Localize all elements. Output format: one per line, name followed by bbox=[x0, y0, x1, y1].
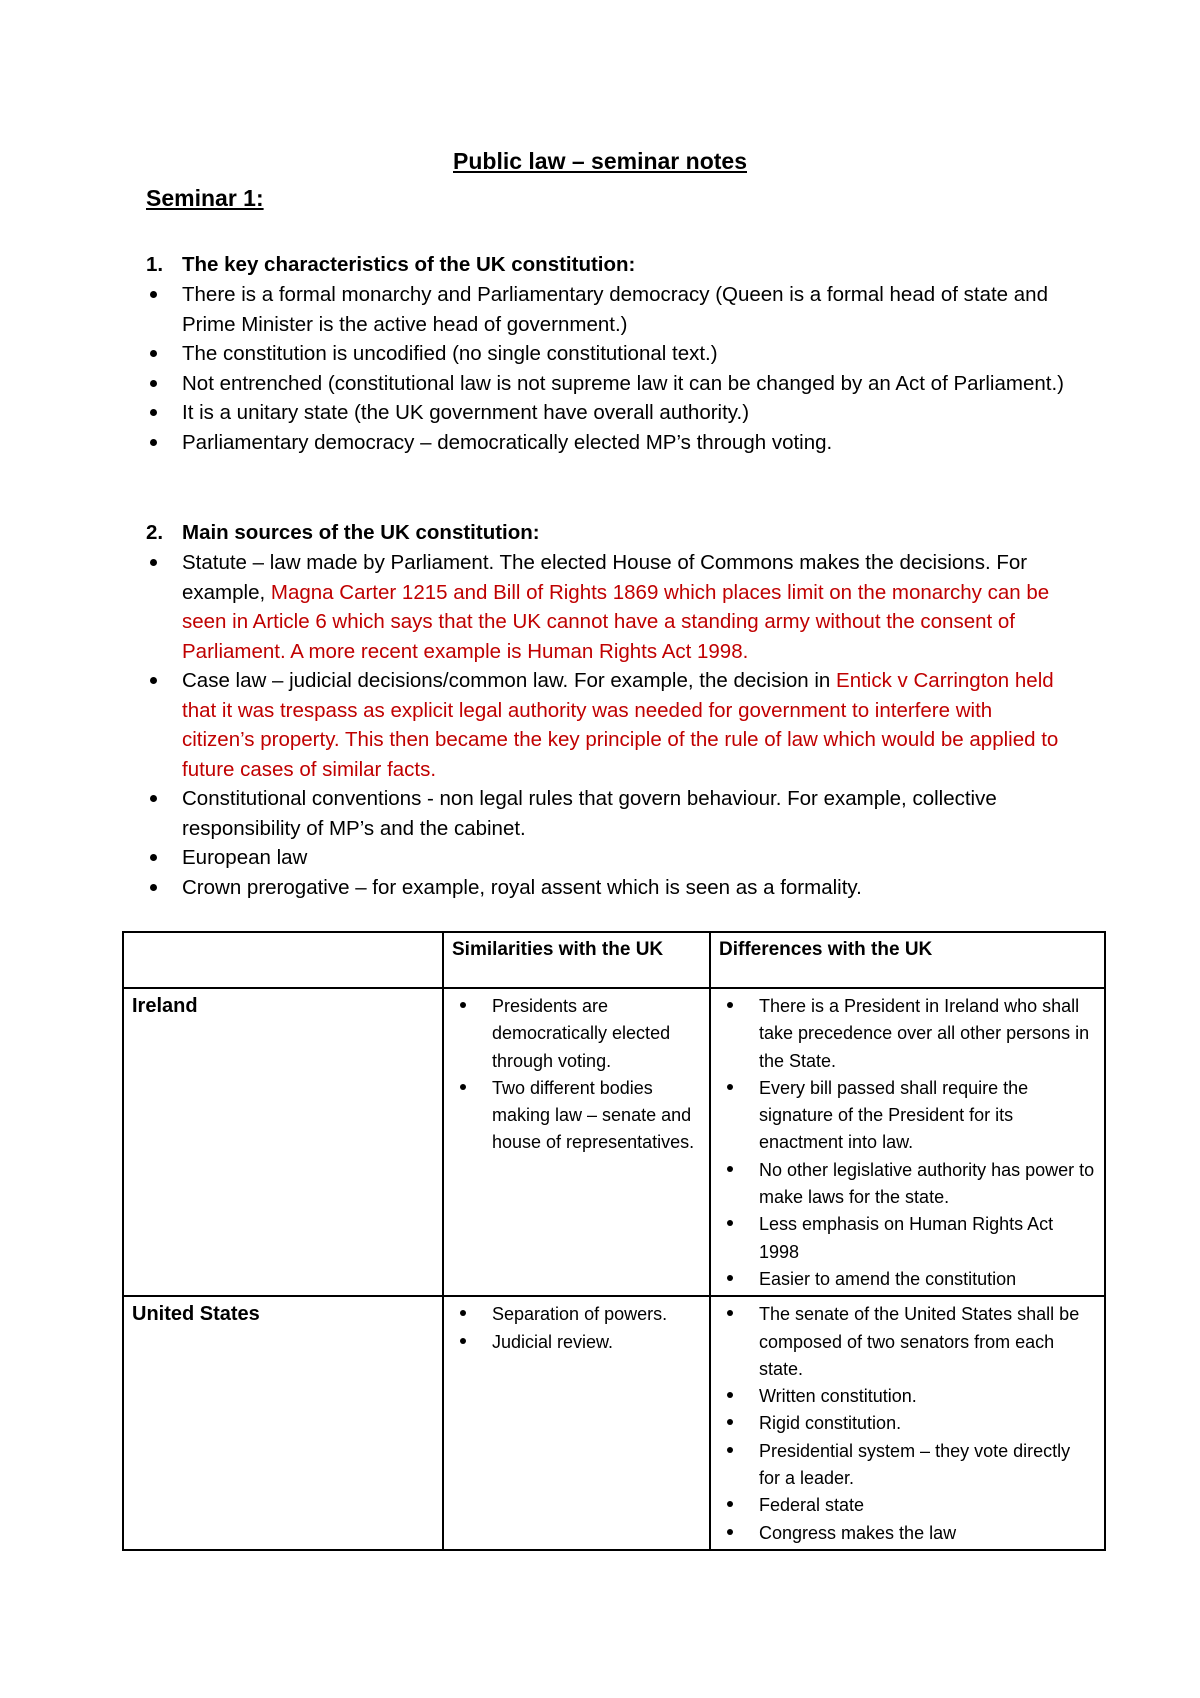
table-header-row bbox=[123, 932, 1105, 988]
header-cell-empty bbox=[123, 932, 443, 988]
bullet-icon bbox=[727, 1275, 733, 1281]
comparison-table bbox=[122, 931, 1106, 1551]
section-key-characteristics bbox=[146, 250, 1066, 457]
characteristics-list bbox=[146, 280, 1066, 457]
list-item: It is a unitary state (the UK government have overall authority.) bbox=[146, 398, 1066, 428]
bullet-icon bbox=[727, 1220, 733, 1226]
list-item: Judicial review. bbox=[452, 1329, 701, 1356]
section-heading bbox=[146, 518, 1066, 548]
page-title: Public law – seminar notes bbox=[453, 148, 747, 174]
section-number: 2. bbox=[146, 521, 164, 544]
list-item: Not entrenched (constitutional law is not supreme law it can be changed by an Act of Parliament.) bbox=[146, 369, 1066, 399]
list-item: Presidential system – they vote directly for a leader. bbox=[719, 1438, 1096, 1493]
list-item: Easier to amend the constitution bbox=[719, 1266, 1096, 1293]
section-main-sources bbox=[146, 518, 1066, 902]
list-item: The constitution is uncodified (no single constitutional text.) bbox=[146, 339, 1066, 369]
country-cell: United States bbox=[123, 1296, 443, 1550]
section-title: Main sources of the UK constitution: bbox=[182, 521, 540, 544]
bullet-icon bbox=[727, 1419, 733, 1425]
highlighted-example: Entick v Carrington held that it was trespass as explicit legal authority was needed for government to interfere with citizen’s property. This then became the key principle of the rule of law which would be applied to future cases of similar facts. bbox=[182, 669, 1059, 781]
highlighted-example: Magna Carter 1215 and Bill of Rights 1869 which places limit on the monarchy can be seen in Article 6 which says that the UK cannot have a standing army without the consent of Parliament. A more recent example is Human Rights Act 1998. bbox=[182, 580, 1050, 663]
bullet-icon bbox=[727, 1166, 733, 1172]
list-item: Presidents are democratically elected through voting. bbox=[452, 993, 701, 1075]
bullet-icon bbox=[727, 1310, 733, 1316]
list-item: Every bill passed shall require the signature of the President for its enactment into law. bbox=[719, 1075, 1096, 1157]
header-cell-similarities: Similarities with the UK bbox=[443, 932, 710, 988]
list-item: Rigid constitution. bbox=[719, 1410, 1096, 1437]
differences-cell bbox=[710, 988, 1105, 1296]
bullet-icon bbox=[150, 795, 157, 802]
bullet-icon bbox=[727, 1447, 733, 1453]
list-item: No other legislative authority has power to make laws for the state. bbox=[719, 1157, 1096, 1212]
list-item: The senate of the United States shall be composed of two senators from each state. bbox=[719, 1301, 1096, 1383]
bullet-icon bbox=[150, 409, 157, 416]
header-cell-differences: Differences with the UK bbox=[710, 932, 1105, 988]
list-item: Separation of powers. bbox=[452, 1301, 701, 1328]
list-item-case-law: Case law – judicial decisions/common law. For example, the decision in Entick v Carrington held that it was trespass as explicit legal authority was needed for government to interfere with citizen’s property. This then became the key principle of the rule of law which would be applied to future cases of similar facts. bbox=[146, 666, 1066, 784]
differences-cell bbox=[710, 1296, 1105, 1550]
bullet-icon bbox=[150, 559, 157, 566]
list-item: Written constitution. bbox=[719, 1383, 1096, 1410]
list-item: Federal state bbox=[719, 1492, 1096, 1519]
list-item-european-law: European law bbox=[146, 843, 1066, 873]
list-item: Parliamentary democracy – democratically elected MP’s through voting. bbox=[146, 428, 1066, 458]
bullet-icon bbox=[727, 1501, 733, 1507]
section-title: The key characteristics of the UK constitution: bbox=[182, 253, 636, 276]
list-item: There is a President in Ireland who shall take precedence over all other persons in the State. bbox=[719, 993, 1096, 1075]
similarities-cell bbox=[443, 988, 710, 1296]
seminar-heading: Seminar 1: bbox=[146, 185, 264, 211]
list-item-statute: Statute – law made by Parliament. The elected House of Commons makes the decisions. For example, Magna Carter 1215 and Bill of Rights 1869 which places limit on the monarchy can be seen in Article 6 which says that the UK cannot have a standing army without the consent of Parliament. A more recent example is Human Rights Act 1998. bbox=[146, 548, 1066, 666]
bullet-icon bbox=[460, 1002, 466, 1008]
table-row-ireland bbox=[123, 988, 1105, 1296]
bullet-icon bbox=[727, 1084, 733, 1090]
country-cell: Ireland bbox=[123, 988, 443, 1296]
bullet-icon bbox=[727, 1002, 733, 1008]
table-row-united-states bbox=[123, 1296, 1105, 1550]
list-item-crown-prerogative: Crown prerogative – for example, royal assent which is seen as a formality. bbox=[146, 873, 1066, 903]
bullet-icon bbox=[727, 1529, 733, 1535]
bullet-icon bbox=[150, 677, 157, 684]
bullet-icon bbox=[727, 1392, 733, 1398]
bullet-icon bbox=[460, 1338, 466, 1344]
similarities-cell bbox=[443, 1296, 710, 1550]
list-item: Less emphasis on Human Rights Act 1998 bbox=[719, 1211, 1096, 1266]
list-item-conventions: Constitutional conventions - non legal rules that govern behaviour. For example, collective responsibility of MP’s and the cabinet. bbox=[146, 784, 1066, 843]
bullet-icon bbox=[150, 439, 157, 446]
bullet-icon bbox=[150, 884, 157, 891]
differences-list bbox=[719, 993, 1096, 1293]
sources-list bbox=[146, 548, 1066, 902]
similarities-list bbox=[452, 1301, 701, 1356]
bullet-icon bbox=[150, 291, 157, 298]
bullet-icon bbox=[150, 350, 157, 357]
list-item: There is a formal monarchy and Parliamentary democracy (Queen is a formal head of state and Prime Minister is the active head of government.) bbox=[146, 280, 1066, 339]
bullet-icon bbox=[150, 380, 157, 387]
differences-list bbox=[719, 1301, 1096, 1547]
list-item: Congress makes the law bbox=[719, 1520, 1096, 1547]
section-heading bbox=[146, 250, 1066, 280]
similarities-list bbox=[452, 993, 701, 1157]
list-item: Two different bodies making law – senate and house of representatives. bbox=[452, 1075, 701, 1157]
bullet-icon bbox=[460, 1084, 466, 1090]
section-number: 1. bbox=[146, 253, 164, 276]
bullet-icon bbox=[150, 854, 157, 861]
bullet-icon bbox=[460, 1310, 466, 1316]
